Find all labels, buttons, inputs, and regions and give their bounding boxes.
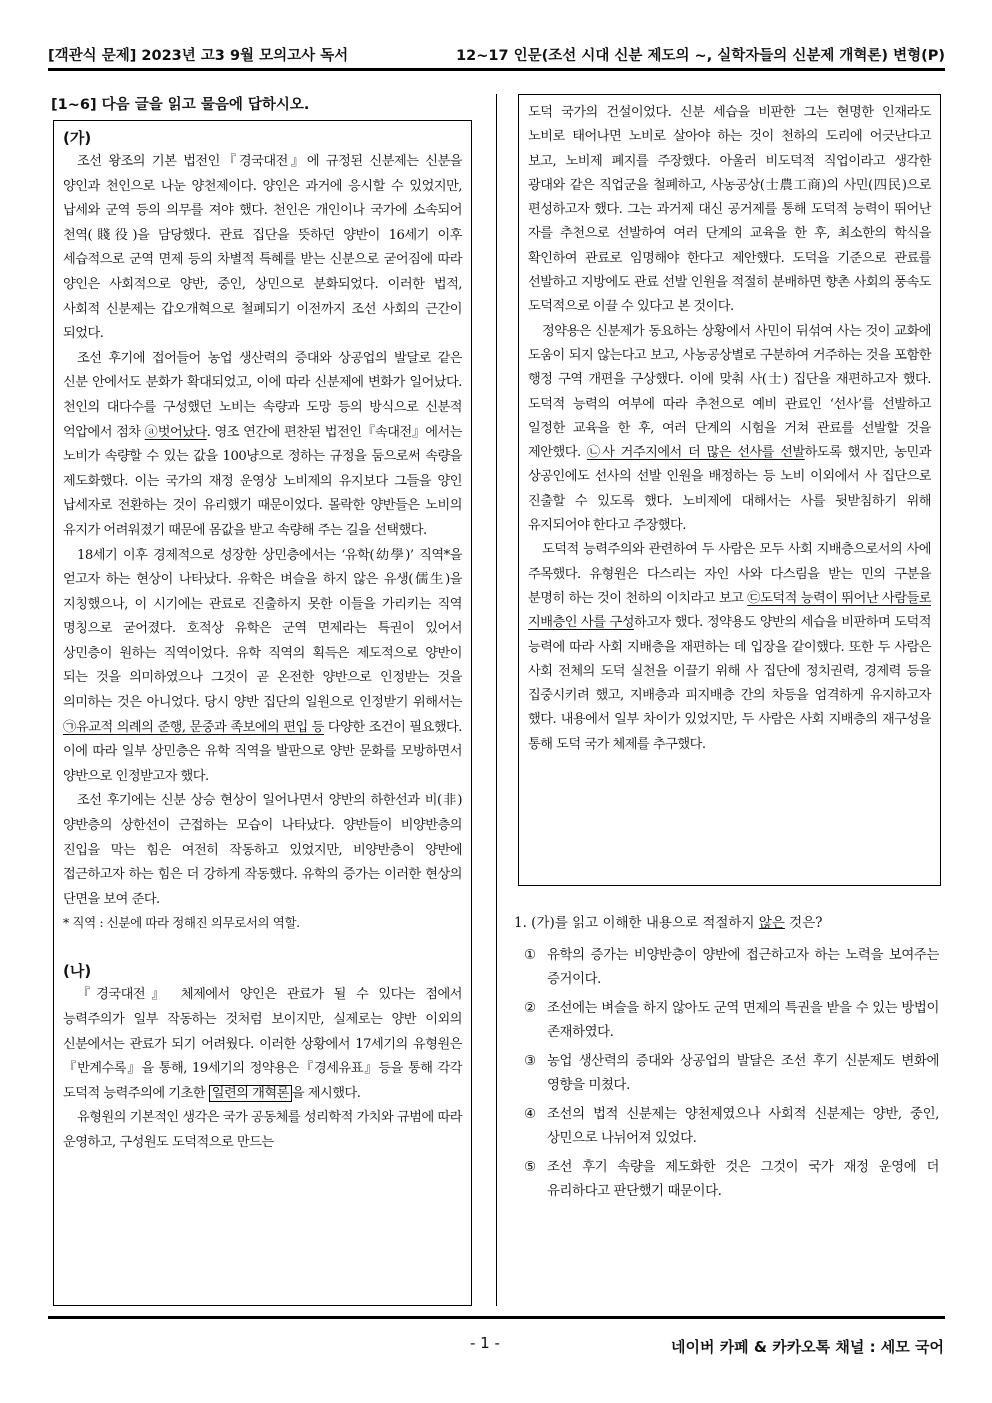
footer-brand: 네이버 카페 & 카카오톡 채널 : 세모 국어 (671, 1338, 944, 1356)
column-divider (496, 94, 497, 1306)
boxed-term: 일련의 개혁론 (209, 1085, 292, 1102)
option-text: 조선에는 벼슬을 하지 않아도 군역 면제의 특권을 받을 수 있는 방법이 존재하였다. (547, 1001, 939, 1040)
option-text: 조선의 법적 신분제는 양천제였으나 사회적 신분제는 양반, 중인, 상민으로 나뉘어져 있었다. (547, 1107, 939, 1146)
paragraph: 도덕 국가의 건설이었다. 신분 세습을 비판한 그는 현명한 인재라도 노비로 태어나면 노비로 살아야 하는 것이 천하의 도리에 어긋난다고 보고, 노비제 폐지를 주장했다. 아울러 비도덕적 직업이라고 생각한 광대와 같은 직업군을 철폐하고, 사농공상(士農工商)의 사민(四民)으로 편성하고자 했다. 그는 과거제 대신 공거제를 통해 도덕적 능력이 뛰어난 자를 추천으로 선발하여 여러 단계의 교육을 한 후, 최소한의 학식을 확인하여 관료로 임명해야 한다고 제안했다. 도덕을 기준으로 관료를 선발하고 지방에도 관료 선발 인원을 적절히 분배하면 향촌 사회의 풍속도 도덕적으로 이끌 수 있다고 본 것이다. (528, 105, 931, 315)
option-number: ② (524, 1001, 536, 1016)
underlined-a: ⓐ벗어났다 (144, 424, 207, 440)
answer-option[interactable] (514, 997, 939, 1045)
question-stem: 1. (가)를 읽고 이해한 내용으로 적절하지 않은 것은? (514, 915, 823, 931)
paragraph: 『경국대전』 체제에서 양인은 관료가 될 수 있다는 점에서 능력주의가 일부 작동하는 것처럼 보이지만, 실제로는 양반 이외의 신분에서는 관료가 되기 어려웠다. 이러한 상황에서 17세기의 유형원은『반계수록』을 통해, 19세기의 정약용은『경세유표』등을 통해 각각 도덕적 능력주의에 기초한 일련의 개혁론 을 제시했다. (63, 987, 462, 1101)
paragraph: 조선 후기에 접어들어 농업 생산력의 증대와 상공업의 발달로 같은 신분 안에서도 분화가 확대되었고, 이에 따라 신분제에 변화가 일어났다. 천인의 대다수를 구성했던 노비는 속량과 도망 등의 방식으로 신분적 억압에서 점차 ⓐ벗어났다. 영조 연간에 편찬된 법전인『속대전』에서는 노비가 속량할 수 있는 값을 100냥으로 정하는 규정을 둠으로써 속량을 제도화했다. 이는 국가의 재정 운영상 노비제의 유지보다 그들을 양인 납세자로 전환하는 것이 유리했기 때문이었다. 몰락한 양반들은 노비의 유지가 어려워졌기 때문에 몸값을 받고 속량해 주는 길을 선택했다. (63, 350, 462, 538)
question-1 (514, 912, 939, 1209)
section-label-na: (나) (63, 962, 92, 981)
option-number: ③ (524, 1054, 536, 1069)
paragraph: 조선 왕조의 기본 법전인『경국대전』에 규정된 신분제는 신분을 양인과 천인으로 나눈 양천제이다. 양인은 과거에 응시할 수 있었지만, 납세와 군역 등의 의무를 져야 했다. 천인은 개인이나 국가에 소속되어 천역(賤役)을 담당했다. 관료 집단을 뜻하던 양반이 16세기 이후 세습적으로 군역 면제 등의 차별적 특혜를 받는 신분으로 굳어짐에 따라 양인은 사회적으로 양반, 중인, 상민으로 분화되었다. 이러한 법적, 사회적 신분제는 갑오개혁으로 철폐되기 이전까지 조선 사회의 근간이 되었다. (63, 154, 462, 342)
page-number: - 1 - (470, 1334, 500, 1352)
paragraph: 유형원의 기본적인 생각은 국가 공동체를 성리학적 가치와 규범에 따라 운영하고, 구성원도 도덕적으로 만드는 (63, 1110, 462, 1150)
paragraph: 18세기 이후 경제적으로 성장한 상민층에서는 ‘유학(幼學)’ 직역*을 얻고자 하는 현상이 나타났다. 유학은 벼슬을 하지 않은 유생(儒生)을 지칭했으나, 이 시기에는 관료로 진출하지 못한 이들을 가리키는 직역 명칭으로 굳어졌다. 호적상 유학은 군역 면제라는 특권이 있어서 상민층이 원하는 직역이었다. 유학 직역의 획득은 제도적으로 양반이 되는 것을 의미하였으나 그것이 곧 온전한 양반으로 인정받는 것을 의미하는 것은 아니었다. 당시 양반 집단의 일원으로 인정받기 위해서는 ㉠유교적 의례의 준행, 문중과 족보에의 편입 등 다양한 조건이 필요했다. 이에 따라 일부 상민층은 유학 직역을 발판으로 양반 문화를 모방하면서 양반으로 인정받고자 했다. (63, 547, 462, 784)
answer-options (514, 944, 939, 1204)
option-number: ① (524, 948, 536, 963)
footnote: * 직역 : 신분에 따라 정해진 의무로서의 역할. (63, 915, 300, 931)
paragraph: 도덕적 능력주의와 관련하여 두 사람은 모두 사회 지배층으로서의 사에 주목했다. 유형원은 다스리는 자인 사와 다스림을 받는 민의 구분을 분명히 하는 것이 천하의 이치라고 보고 ㉢도덕적 능력이 뛰어난 사람들로 지배층인 사를 구성하고자 했다. 정약용도 양반의 세습을 비판하며 도덕적 능력에 따라 사회 지배층을 재편하는 데 입장을 같이했다. 또한 두 사람은 사회 전체의 도덕 실천을 이끌기 위해 사 집단에 정치권력, 경제력 등을 집중시키려 했고, 지배층과 피지배층 간의 차등을 엄격하게 유지하고자 했다. 내용에서 일부 차이가 있었지만, 두 사람은 사회 지배층의 재구성을 통해 도덕 국가 체제를 추구했다. (528, 542, 932, 752)
option-text: 유학의 증가는 비양반층이 양반에 접근하고자 하는 노력을 보여주는 증거이다. (547, 948, 939, 987)
emphasis: 않은 (758, 915, 785, 931)
answer-option[interactable] (514, 944, 939, 992)
paragraph: 조선 후기에는 신분 상승 현상이 일어나면서 양반의 하한선과 비(非)양반층의 상한선이 근접하는 모습이 나타났다. 양반들이 비양반층의 진입을 막는 힘은 여전히 작동하고 있었지만, 비양반층이 양반에 접근하고자 하는 힘은 더 강하게 작동했다. 유학의 증가는 이러한 현상의 단면을 보여 준다. (63, 793, 462, 907)
bottom-rule (48, 1316, 945, 1319)
passage-title: 12~17 인문(조선 시대 신분 제도의 ~, 실학자들의 신분제 개혁론) 변형(P) (456, 48, 945, 64)
answer-option[interactable] (514, 1156, 939, 1204)
passage-box-left (53, 120, 472, 1306)
option-number: ④ (524, 1107, 536, 1122)
instruction: [1~6] 다음 글을 읽고 물음에 답하시오. (51, 97, 310, 113)
option-text: 조선 후기 속량을 제도화한 것은 그것이 국가 재정 운영에 더 유리하다고 판단했기 때문이다. (547, 1160, 939, 1199)
top-rule (48, 68, 945, 71)
page-header (48, 42, 945, 64)
underlined-2: ㉡사 거주지에서 더 많은 선사를 선발 (586, 445, 805, 461)
underlined-3: ㉢도덕적 능력이 뛰어난 사람들로 지배층인 사를 구성 (528, 590, 931, 631)
option-text: 농업 생산력의 증대와 상공업의 발달은 조선 후기 신분제도 변화에 영향을 미쳤다. (547, 1054, 939, 1093)
passage-box-right (518, 94, 941, 886)
section-label-ga: (가) (63, 129, 92, 147)
answer-option[interactable] (514, 1050, 939, 1098)
answer-option[interactable] (514, 1103, 939, 1151)
paragraph: 정약용은 신분제가 동요하는 상황에서 사민이 뒤섞여 사는 것이 교화에 도움이 되지 않는다고 보고, 사농공상별로 구분하여 거주하는 것을 포함한 행정 구역 개편을 구상했다. 이에 맞춰 사(士) 집단을 재편하고자 했다. 도덕적 능력의 여부에 따라 추천으로 예비 관료인 ‘선사’를 선발하고 일정한 교육을 한 후, 여러 단계의 시험을 거쳐 관료를 선발할 것을 제안했다. ㉡사 거주지에서 더 많은 선사를 선발하도록 했지만, 농민과 상공인에도 선사의 선발 인원을 배정하는 등 노비 이외에서 사 집단으로 진출할 수 있도록 했다. 노비제에 대해서는 사를 뒷받침하기 위해 유지되어야 한다고 주장했다. (528, 323, 931, 534)
exam-title: [객관식 문제] 2023년 고3 9월 모의고사 독서 (48, 48, 349, 64)
option-number: ⑤ (524, 1160, 536, 1175)
underlined-1: ㉠유교적 의례의 준행, 문중과 족보에의 편입 등 (63, 719, 324, 735)
